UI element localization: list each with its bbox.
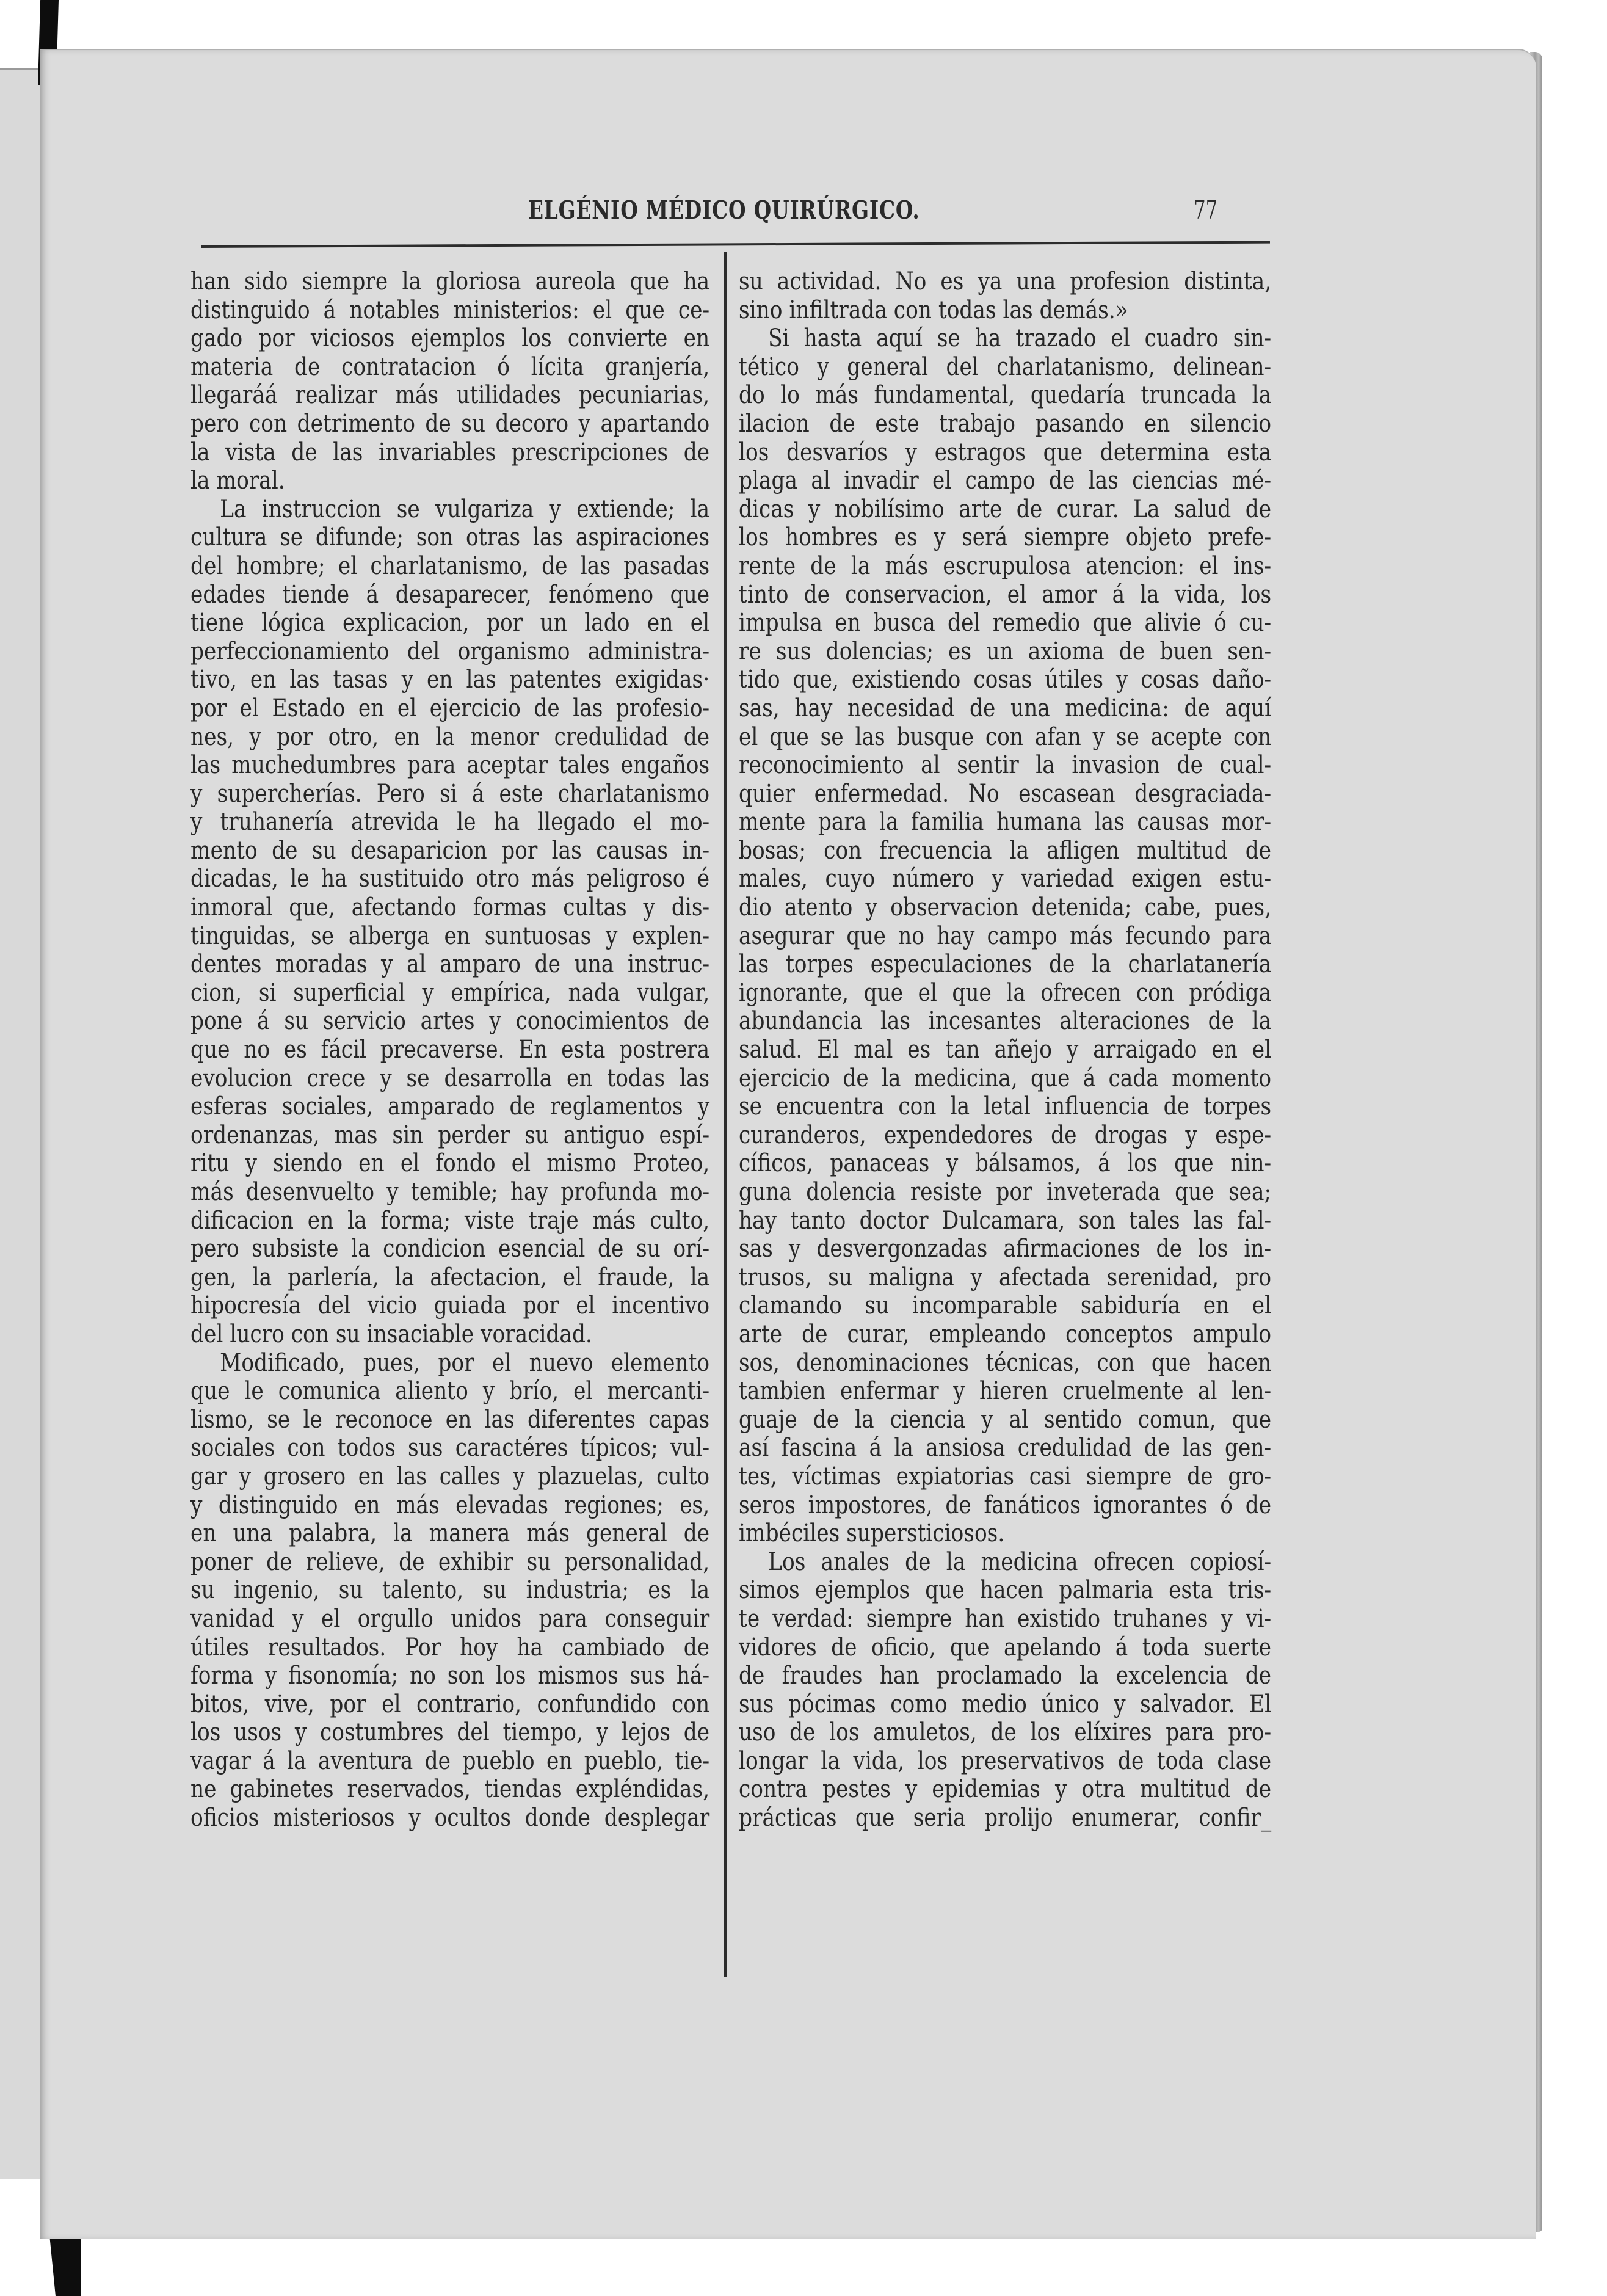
text-line: simos ejemplos que hacen palmaria esta tris- xyxy=(739,1576,1272,1605)
text-line: gado por viciosos ejemplos los convierte en xyxy=(190,324,710,353)
text-line: ordenanzas, mas sin perder su antiguo espí- xyxy=(190,1121,710,1149)
right-text-column xyxy=(739,267,1271,1833)
text-line: y distinguido en más elevadas regiones; es, xyxy=(190,1491,710,1519)
text-line: quier enfermedad. No escasean desgraciada- xyxy=(739,779,1272,808)
text-line: mente para la familia humana las causas mor- xyxy=(739,808,1272,837)
text-line: seros impostores, de fanáticos ignorantes ó de xyxy=(739,1491,1272,1519)
text-line: distinguido á notables ministerios: el que ce- xyxy=(190,296,710,324)
text-line: por el Estado en el ejercicio de las profesio- xyxy=(190,694,710,722)
text-line: los hombres es y será siempre objeto prefe- xyxy=(739,523,1272,552)
running-header xyxy=(183,195,1282,232)
text-line: oficios misteriosos y ocultos donde desplegar xyxy=(190,1804,710,1833)
text-line: la moral. xyxy=(190,467,285,495)
text-line: tinto de conservacion, el amor á la vida, los xyxy=(739,580,1272,609)
text-line: ne gabinetes reservados, tiendas expléndidas, xyxy=(190,1775,710,1804)
text-line: ignorante, que el que la ofrecen con pródiga xyxy=(739,978,1272,1007)
text-line: su actividad. No es ya una profesion distinta, xyxy=(739,267,1272,296)
text-line: edades tiende á desaparecer, fenómeno que xyxy=(190,580,710,609)
text-line: la vista de las invariables prescripciones de xyxy=(190,438,710,467)
text-line: hipocresía del vicio guiada por el incentivo xyxy=(190,1292,710,1320)
text-line: nes, y por otro, en la menor credulidad de xyxy=(190,722,710,751)
text-line: inmoral que, afectando formas cultas y dis- xyxy=(190,893,710,922)
text-line: poner de relieve, de exhibir su personalidad, xyxy=(190,1547,710,1576)
text-line: pero con detrimento de su decoro y apartando xyxy=(190,409,710,438)
text-line: sociales con todos sus caractéres típicos; vul- xyxy=(190,1434,710,1462)
text-line: asegurar que no hay campo más fecundo para xyxy=(739,921,1272,950)
text-line: tinguidas, se alberga en suntuosas y explen- xyxy=(190,921,710,950)
text-line: en una palabra, la manera más general de xyxy=(190,1519,710,1548)
text-line: dicas y nobilísimo arte de curar. La salud de xyxy=(739,495,1272,523)
text-line: dificacion en la forma; viste traje más culto, xyxy=(190,1206,710,1235)
text-line: el que se las busque con afan y se acepte con xyxy=(739,722,1272,751)
text-line: La instruccion se vulgariza y extiende; la xyxy=(220,495,710,523)
text-line: ejercicio de la medicina, que á cada momento xyxy=(739,1064,1272,1092)
text-line: Los anales de la medicina ofrecen copiosí- xyxy=(768,1547,1272,1576)
text-line: gen, la parlería, la afectacion, el fraude, la xyxy=(190,1263,710,1292)
text-line: que le comunica aliento y brío, el mercanti- xyxy=(190,1377,710,1406)
text-line: se encuentra con la letal influencia de torpes xyxy=(739,1092,1272,1121)
text-line: ilacion de este trabajo pasando en silencio xyxy=(739,409,1272,438)
text-line: los usos y costumbres del tiempo, y lejos de xyxy=(190,1718,710,1747)
text-line: han sido siempre la gloriosa aureola que ha xyxy=(190,267,710,296)
text-line: tido que, existiendo cosas útiles y cosas daño- xyxy=(739,666,1272,694)
text-line: pero subsiste la condicion esencial de su orí- xyxy=(190,1235,710,1263)
text-line: plaga al invadir el campo de las ciencias mé- xyxy=(739,467,1272,495)
text-line: evolucion crece y se desarrolla en todas las xyxy=(190,1064,710,1092)
text-line: y truhanería atrevida le ha llegado el mo- xyxy=(190,808,710,837)
text-line: llegaráá realizar más utilidades pecuniarias, xyxy=(190,381,710,410)
text-line: tiene lógica explicacion, por un lado en el xyxy=(190,609,710,638)
text-line: te verdad: siempre han existido truhanes y vi- xyxy=(739,1604,1272,1633)
text-line: prácticas que seria prolijo enumerar, confir_ xyxy=(739,1804,1272,1833)
text-line: guaje de la ciencia y al sentido comun, que xyxy=(739,1405,1272,1434)
text-line: dio atento y observacion detenida; cabe, pues, xyxy=(739,893,1272,922)
text-line: tes, víctimas expiatorias casi siempre de gro- xyxy=(739,1462,1272,1491)
text-line: clamando su incomparable sabiduría en el xyxy=(739,1292,1272,1320)
text-line: vagar á la aventura de pueblo en pueblo, tie- xyxy=(190,1746,710,1775)
text-line: sas, hay necesidad de una medicina: de aquí xyxy=(739,694,1272,722)
text-line: pone á su servicio artes y conocimientos de xyxy=(190,1007,710,1036)
text-line: las muchedumbres para aceptar tales engaños xyxy=(190,751,710,780)
text-line: dentes moradas y al amparo de una instruc- xyxy=(190,950,710,979)
text-line: vidores de oficio, que apelando á toda suerte xyxy=(739,1633,1272,1662)
text-line: cíficos, panaceas y bálsamos, á los que nin- xyxy=(739,1149,1272,1178)
text-line: las torpes especulaciones de la charlatanería xyxy=(739,950,1272,979)
text-line: cultura se difunde; son otras las aspiraciones xyxy=(190,523,710,552)
text-line: vanidad y el orgullo unidos para conseguir xyxy=(190,1604,710,1633)
text-line: gar y grosero en las calles y plazuelas, culto xyxy=(190,1462,710,1491)
text-line: sas y desvergonzadas afirmaciones de los in- xyxy=(739,1235,1272,1263)
text-line: perfeccionamiento del organismo administra- xyxy=(190,637,710,666)
text-line: uso de los amuletos, de los elíxires para pro- xyxy=(739,1718,1272,1747)
text-line: contra pestes y epidemias y otra multitud de xyxy=(739,1775,1272,1804)
text-line: lismo, se le reconoce en las diferentes capas xyxy=(190,1405,710,1434)
text-line: salud. El mal es tan añejo y arraigado en el xyxy=(739,1036,1272,1064)
text-line: guna dolencia resiste por inveterada que sea; xyxy=(739,1178,1272,1206)
text-line: forma y fisonomía; no son los mismos sus há- xyxy=(190,1662,710,1690)
text-line: del hombre; el charlatanismo, de las pasadas xyxy=(190,551,710,580)
text-line: tambien enfermar y hieren cruelmente al len- xyxy=(739,1377,1272,1406)
text-line: cion, si superficial y empírica, nada vulgar, xyxy=(190,978,710,1007)
text-line: del lucro con su insaciable voracidad. xyxy=(190,1320,592,1348)
text-line: sos, denominaciones técnicas, con que hacen xyxy=(739,1348,1272,1377)
text-line: materia de contratacion ó lícita granjería, xyxy=(190,352,710,381)
text-line: arte de curar, empleando conceptos ampulo xyxy=(739,1320,1272,1348)
text-line: sus pócimas como medio único y salvador. El xyxy=(739,1690,1272,1718)
text-line: de fraudes han proclamado la excelencia de xyxy=(739,1662,1272,1690)
text-line: y supercherías. Pero si á este charlatanismo xyxy=(190,779,710,808)
text-line: curanderos, expendedores de drogas y espe- xyxy=(739,1121,1272,1149)
running-title: ELGÉNIO MÉDICO QUIRÚRGICO. xyxy=(528,195,920,225)
text-line: imbéciles supersticiosos. xyxy=(739,1519,1005,1548)
text-line: hay tanto doctor Dulcamara, son tales las fal- xyxy=(739,1206,1272,1235)
text-line: que no es fácil precaverse. En esta postrera xyxy=(190,1036,710,1064)
text-line: re sus dolencias; es un axioma de buen sen- xyxy=(739,637,1272,666)
text-line: bosas; con frecuencia la afligen multitud de xyxy=(739,836,1272,865)
left-text-column xyxy=(190,267,709,1833)
text-line: su ingenio, su talento, su industria; es la xyxy=(190,1576,710,1605)
text-line: do lo más fundamental, quedaría truncada la xyxy=(739,381,1272,410)
text-line: Si hasta aquí se ha trazado el cuadro sin- xyxy=(768,324,1272,353)
text-line: trusos, su maligna y afectada serenidad, pro xyxy=(739,1263,1272,1292)
text-line: los desvaríos y estragos que determina esta xyxy=(739,438,1272,467)
text-line: bitos, vive, por el contrario, confundido con xyxy=(190,1690,710,1718)
text-line: longar la vida, los preservativos de toda clase xyxy=(739,1746,1272,1775)
text-line: ritu y siendo en el fondo el mismo Proteo, xyxy=(190,1149,710,1178)
text-line: abundancia las incesantes alteraciones de la xyxy=(739,1007,1272,1036)
facing-page-edge xyxy=(0,68,40,2179)
text-line: sino infiltrada con todas las demás.» xyxy=(739,296,1128,324)
text-line: mento de su desaparicion por las causas in- xyxy=(190,836,710,865)
text-line: reconocimiento al sentir la invasion de cual- xyxy=(739,751,1272,780)
text-line: impulsa en busca del remedio que alivie ó cu- xyxy=(739,609,1272,638)
text-line: males, cuyo número y variedad exigen estu- xyxy=(739,865,1272,893)
column-divider xyxy=(724,252,727,1977)
text-line: tético y general del charlatanismo, delinean- xyxy=(739,352,1272,381)
text-line: esferas sociales, amparado de reglamentos y xyxy=(190,1092,710,1121)
page-number: 77 xyxy=(1194,195,1218,225)
text-line: dicadas, le ha sustituido otro más peligroso é xyxy=(190,865,710,893)
text-line: Modificado, pues, por el nuevo elemento xyxy=(220,1348,710,1377)
text-line: así fascina á la ansiosa credulidad de las gen- xyxy=(739,1434,1272,1462)
text-line: útiles resultados. Por hoy ha cambiado de xyxy=(190,1633,710,1662)
text-line: más desenvuelto y temible; hay profunda mo- xyxy=(190,1178,710,1206)
text-line: rente de la más escrupulosa atencion: el ins- xyxy=(739,551,1272,580)
text-line: tivo, en las tasas y en las patentes exigidas· xyxy=(190,666,710,694)
